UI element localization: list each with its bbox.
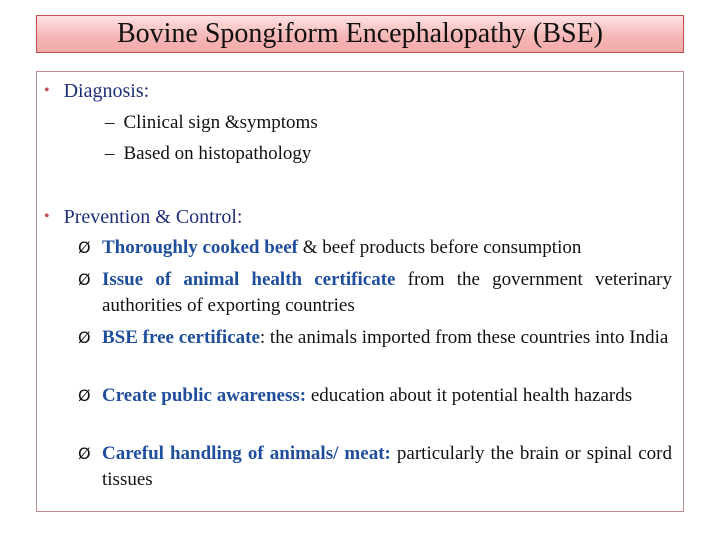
prevention-item-highlight: Issue of animal health certificate — [102, 269, 396, 290]
arrow-bullet-icon: Ø — [78, 444, 91, 463]
prevention-item — [78, 325, 672, 351]
diagnosis-item-text: Clinical sign &symptoms — [123, 112, 318, 133]
prevention-item — [78, 267, 672, 319]
prevention-item-highlight: Careful handling of animals/ meat: — [102, 443, 391, 464]
diagnosis-item — [105, 112, 318, 134]
slide-title-banner — [36, 15, 684, 53]
prevention-item-text: & beef products before consumption — [298, 237, 582, 258]
prevention-item — [78, 441, 672, 493]
bullet-icon: • — [44, 82, 50, 99]
diagnosis-item-text: Based on histopathology — [123, 143, 312, 164]
arrow-bullet-icon: Ø — [78, 270, 91, 289]
dash-icon: – — [105, 143, 115, 164]
prevention-item-text: from the government veterinary authorities of exporting countries — [102, 269, 672, 316]
bullet-icon: • — [44, 208, 50, 225]
dash-icon: – — [105, 112, 115, 133]
section-heading-prevention — [44, 206, 243, 230]
diagnosis-item — [105, 143, 311, 165]
prevention-item — [78, 235, 672, 261]
prevention-item-text: particularly the brain or spinal cord tissues — [102, 443, 673, 490]
content-panel — [36, 71, 684, 512]
prevention-item — [78, 383, 672, 409]
section-heading-diagnosis — [44, 80, 149, 104]
arrow-bullet-icon: Ø — [78, 328, 91, 347]
diagnosis-heading-text: Diagnosis: — [63, 80, 150, 102]
slide-title: Bovine Spongiform Encephalopathy (BSE) — [116, 18, 604, 49]
prevention-item-highlight: Create public awareness: — [102, 385, 307, 406]
prevention-item-highlight: Thoroughly cooked beef — [102, 237, 299, 258]
arrow-bullet-icon: Ø — [78, 238, 91, 257]
prevention-item-text: : the animals imported from these countries into India — [259, 327, 669, 348]
prevention-item-highlight: BSE free certificate — [102, 327, 260, 348]
prevention-heading-text: Prevention & Control: — [63, 206, 243, 228]
prevention-item-text: education about it potential health hazards — [306, 385, 633, 406]
arrow-bullet-icon: Ø — [78, 386, 91, 405]
